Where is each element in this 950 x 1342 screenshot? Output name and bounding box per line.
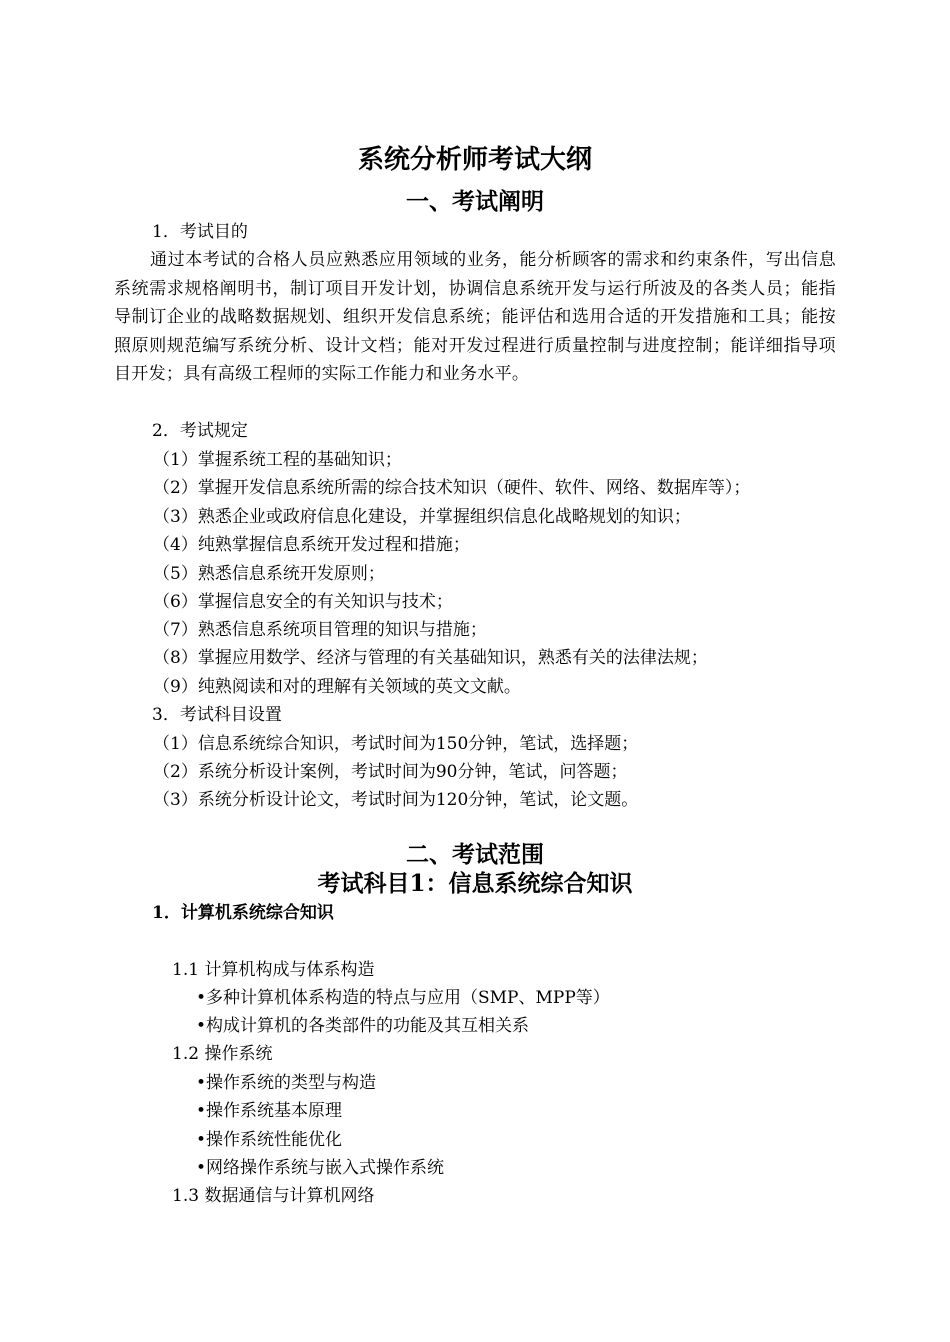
item-heading-exam-subjects: 3．考试科目设置 — [152, 705, 282, 725]
subject-item: （2）系统分析设计案例，考试时间为90分钟，笔试，问答题； — [153, 762, 628, 782]
bullet-item: •操作系统的类型与构造 — [196, 1073, 376, 1093]
subject-heading: 考试科目1：信息系统综合知识 — [317, 870, 633, 897]
item-heading-exam-purpose: 1．考试目的 — [152, 222, 248, 242]
subject-item: （1）信息系统综合知识，考试时间为150分钟，笔试，选择题； — [153, 734, 639, 754]
requirement-item: （9）纯熟阅读和对的理解有关领域的英文文献。 — [153, 677, 521, 697]
subtopic-heading: 1.2 操作系统 — [172, 1044, 273, 1064]
requirement-item: （3）熟悉企业或政府信息化建设，并掌握组织信息化战略规划的知识； — [153, 507, 691, 527]
requirement-item: （8）掌握应用数学、经济与管理的有关基础知识，熟悉有关的法律法规； — [153, 648, 708, 668]
document-title: 系统分析师考试大纲 — [357, 145, 592, 175]
item-heading-exam-requirements: 2．考试规定 — [152, 421, 248, 441]
subtopic-heading: 1.1 计算机构成与体系构造 — [172, 960, 375, 980]
bullet-item: •构成计算机的各类部件的功能及其互相关系 — [196, 1016, 529, 1036]
bullet-icon: • — [196, 1016, 207, 1036]
section-heading-exam-scope: 二、考试范围 — [406, 841, 544, 868]
bullet-item: •操作系统基本原理 — [196, 1101, 342, 1121]
bullet-item: •操作系统性能优化 — [196, 1130, 342, 1150]
bullet-item: •网络操作系统与嵌入式操作系统 — [196, 1158, 444, 1178]
requirement-item: （7）熟悉信息系统项目管理的知识与措施； — [153, 620, 487, 640]
topic-heading-computer-systems: 1．计算机系统综合知识 — [152, 903, 334, 923]
exam-purpose-paragraph: 通过本考试的合格人员应熟悉应用领域的业务，能分析顾客的需求和约束条件，写出信息系统需求规格阐明书，制订项目开发计划，协调信息系统开发与运行所波及的各类人员；能指导制订企业的战略数据规划、组织开发信息系统；能评估和选用合适的开发措施和工具；能按照原则规范编写系统分析、设计文档；能对开发过程进行质量控制与进度控制；能详细指导项目开发；具有高级工程师的实际工作能力和业务水平。 — [114, 250, 836, 385]
requirement-item: （5）熟悉信息系统开发原则； — [153, 564, 385, 584]
bullet-icon: • — [196, 1101, 207, 1121]
bullet-item: •多种计算机体系构造的特点与应用（SMP、MPP等） — [196, 988, 610, 1008]
subject-item: （3）系统分析设计论文，考试时间为120分钟，笔试，论文题。 — [153, 790, 639, 810]
bullet-icon: • — [196, 988, 207, 1008]
bullet-icon: • — [196, 1158, 207, 1178]
requirement-item: （6）掌握信息安全的有关知识与技术； — [153, 592, 453, 612]
bullet-icon: • — [196, 1130, 207, 1150]
requirement-item: （2）掌握开发信息系统所需的综合技术知识（硬件、软件、网络、数据库等）； — [153, 478, 751, 498]
section-heading-exam-description: 一、考试阐明 — [406, 188, 544, 215]
subtopic-heading: 1.3 数据通信与计算机网络 — [172, 1186, 375, 1206]
bullet-icon: • — [196, 1073, 207, 1093]
requirement-item: （1）掌握系统工程的基础知识； — [153, 450, 402, 470]
requirement-item: （4）纯熟掌握信息系统开发过程和措施； — [153, 535, 470, 555]
